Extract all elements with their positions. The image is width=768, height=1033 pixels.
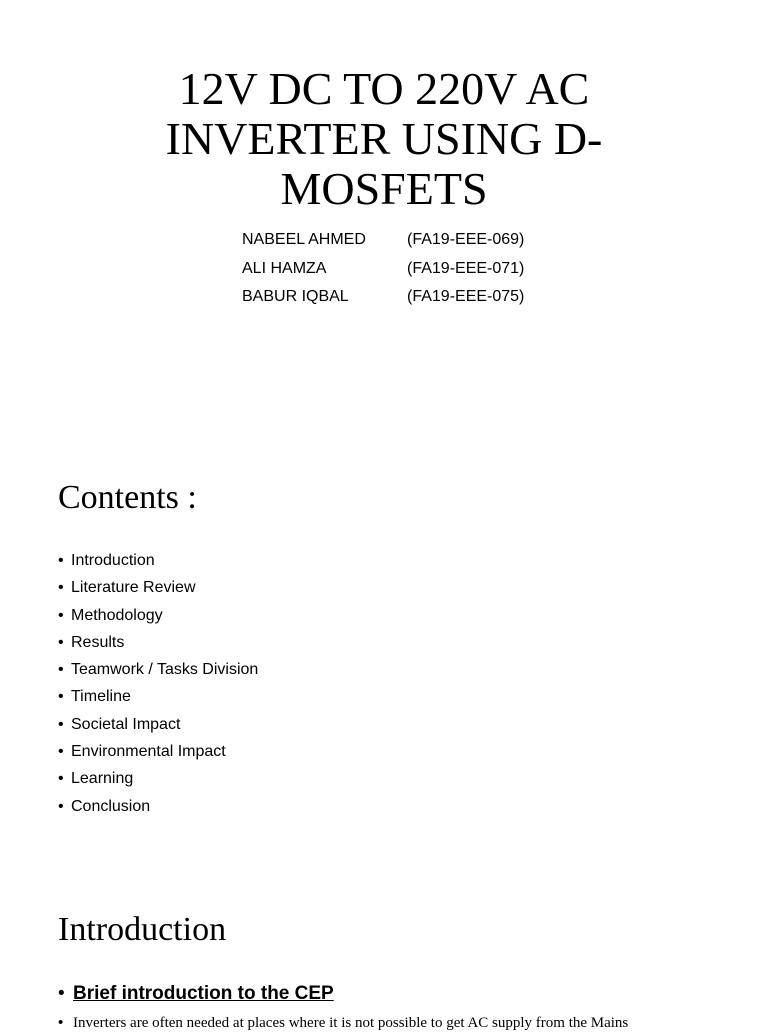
contents-heading: Contents : xyxy=(58,479,197,516)
author-registration-id: (FA19-EEE-069) xyxy=(407,231,525,248)
contents-list xyxy=(58,547,258,820)
list-item-label: Timeline xyxy=(71,688,131,706)
bullet-icon: • xyxy=(58,1014,64,1031)
bullet-icon: • xyxy=(58,743,64,761)
list-item-label: Introduction xyxy=(71,552,155,569)
bullet-icon: • xyxy=(58,579,64,597)
presentation-title xyxy=(84,64,684,214)
author-row xyxy=(242,285,562,314)
list-item xyxy=(58,793,258,820)
intro-body-text xyxy=(58,1013,698,1033)
list-item xyxy=(58,547,258,574)
author-name: NABEEL AHMED xyxy=(242,231,366,248)
contents-slide xyxy=(0,460,768,860)
title-line-1: 12V DC TO 220V AC xyxy=(178,63,590,114)
intro-subheading xyxy=(58,980,334,1008)
list-item-label: Methodology xyxy=(71,606,163,624)
bullet-icon: • xyxy=(58,770,64,788)
bullet-icon: • xyxy=(58,606,64,624)
author-name: BABUR IQBAL xyxy=(242,288,349,305)
list-item xyxy=(58,738,258,765)
bullet-icon: • xyxy=(58,661,64,679)
list-item-label: Learning xyxy=(71,770,134,788)
list-item-label: Literature Review xyxy=(71,579,196,597)
author-row xyxy=(242,257,562,286)
bullet-icon: • xyxy=(58,633,64,651)
bullet-icon: • xyxy=(58,797,64,815)
title-slide xyxy=(0,0,768,345)
list-item xyxy=(58,629,258,656)
bullet-icon: • xyxy=(58,688,64,706)
list-item xyxy=(58,602,258,629)
title-line-2: INVERTER USING D- xyxy=(165,113,603,164)
list-item-label: Results xyxy=(71,633,125,651)
list-item-label: Teamwork / Tasks Division xyxy=(71,661,259,679)
bullet-icon: • xyxy=(58,983,65,1004)
introduction-heading: Introduction xyxy=(58,911,227,948)
list-item xyxy=(58,765,258,792)
bullet-icon: • xyxy=(58,552,64,569)
intro-body-line: Inverters are often needed at places where it is not possible to get AC supply from the Mains xyxy=(73,1015,629,1031)
introduction-slide xyxy=(0,895,768,1031)
list-item xyxy=(58,711,258,738)
list-item-label: Environmental Impact xyxy=(71,743,226,761)
author-row xyxy=(242,228,562,257)
intro-subheading-label: Brief introduction to the CEP xyxy=(73,983,334,1004)
bullet-icon: • xyxy=(58,715,64,733)
list-item xyxy=(58,574,258,601)
list-item xyxy=(58,683,258,710)
title-line-3: MOSFETS xyxy=(280,163,488,214)
author-registration-id: (FA19-EEE-071) xyxy=(407,259,525,277)
list-item-label: Societal Impact xyxy=(71,715,181,733)
list-item xyxy=(58,656,258,683)
author-name: ALI HAMZA xyxy=(242,259,327,277)
author-registration-id: (FA19-EEE-075) xyxy=(407,288,525,305)
author-list xyxy=(242,228,562,314)
list-item-label: Conclusion xyxy=(71,797,151,815)
